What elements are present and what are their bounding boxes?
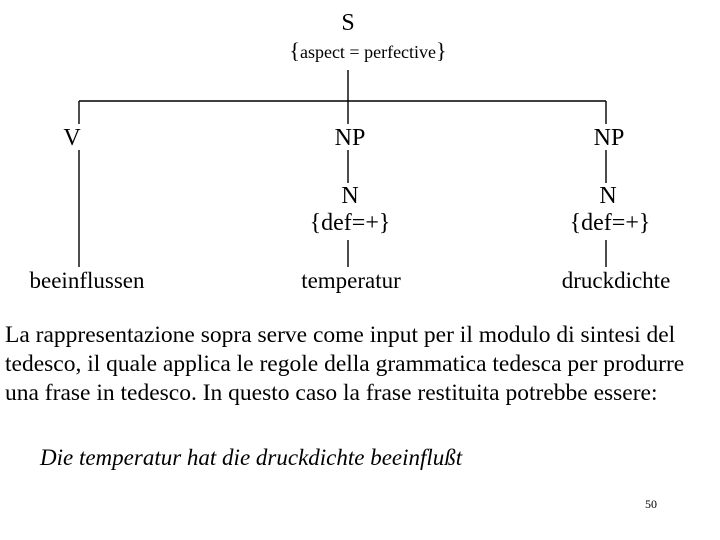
node-n-1-feature-text: {def=+}	[309, 210, 391, 236]
node-v-label: V	[63, 125, 81, 151]
word-beeinflussen-text: beeinflussen	[29, 268, 145, 293]
node-v	[63, 126, 80, 150]
word-druckdichte-text: druckdichte	[561, 268, 671, 293]
explanation-paragraph: La rappresentazione sopra serve come input per il modulo di sintesi del tedesco, il quale applica le regole della grammatica tedesca per produrre una frase in tedesco. In questo caso la frase restituita potrebbe essere:	[5, 322, 685, 406]
node-np-2-label: NP	[593, 125, 625, 151]
node-s-feature	[289, 40, 446, 62]
page-number: 50	[645, 497, 657, 511]
node-np-1-label: NP	[334, 125, 366, 151]
node-n-1	[341, 184, 358, 208]
node-n-2-feature-text: {def=+}	[569, 210, 651, 236]
node-n-2-feature	[570, 211, 651, 235]
word-beeinflussen	[30, 269, 145, 292]
word-temperatur-text: temperatur	[301, 268, 401, 293]
node-np-2	[594, 126, 625, 150]
node-n-1-label: N	[341, 183, 359, 209]
node-np-1	[335, 126, 366, 150]
word-druckdichte	[562, 269, 671, 292]
node-n-2-label: N	[599, 183, 617, 209]
node-s-feature-text: aspect = perfective	[299, 42, 437, 62]
node-n-2	[599, 184, 616, 208]
word-temperatur	[301, 269, 401, 292]
node-s-feature-close: }	[436, 38, 447, 63]
example-sentence: Die temperatur hat die druckdichte beeinflußt	[40, 445, 463, 470]
node-s	[341, 11, 354, 35]
node-n-1-feature	[310, 211, 391, 235]
node-s-label: S	[341, 10, 355, 36]
node-s-feature-open: {	[289, 38, 300, 63]
